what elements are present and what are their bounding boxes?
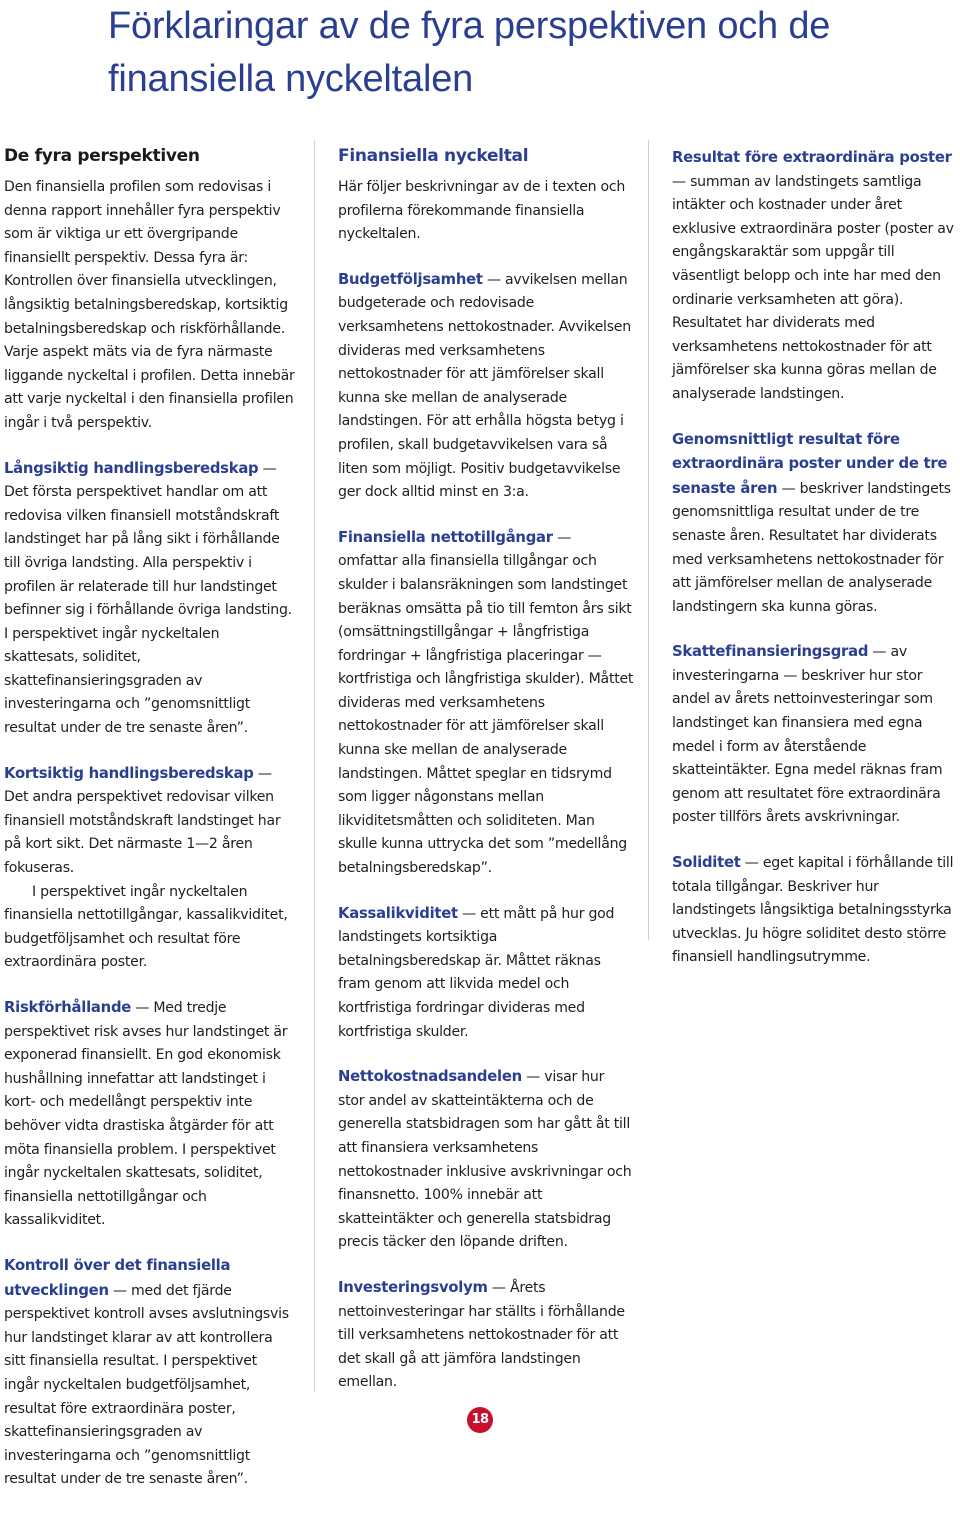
term-solvency <box>672 851 958 970</box>
perspectives-intro: Den finansiella profilen som redovisas i denna rapport innehåller fyra perspektiv som är viktiga ur ett övergripande finansiellt perspektiv. Dessa fyra är: Kontrollen över finansiella utvecklingen, långsiktig betalningsberedskap, kortsiktig betalningsberedskap och riskförhållande. Varje aspekt mäts via de fyra närmaste liggande nyckeltal i profilen. Detta innebär att varje nyckeltal i den finansiella profilen ingår i två perspektiv. <box>4 179 295 431</box>
term-budget-compliance <box>338 268 634 505</box>
key-figures-intro: Här följer beskrivningar av de i texten och profilerna förekommande finansiella nyckeltalen. <box>338 179 626 243</box>
term-text: — visar hur stor andel av skatteintäkterna och de generella statsbidragen som har gått åt till att finansiera verksamhetens nettokostnader inklusive avskrivningar och finansnetto. 100% innebär att skatteintäkter och generella statsbidrag precis täcker den löpande driften. <box>338 1069 632 1251</box>
term-average-result <box>672 428 958 620</box>
term-tax-financing-rate <box>672 640 958 830</box>
term-text: — Med tredje perspektivet risk avses hur landstinget är exponerad finansiellt. En god ekonomisk hushållning innefattar att landstinget i kort- och medellångt perspektiv inte behöver vidta drastiska åtgärder för att möta finansiella problem. I perspektivet ingår nyckeltalen skattesats, soliditet, finansiella nettotillgångar och kassalikviditet. <box>4 1000 288 1229</box>
column-key-figures-continued <box>672 143 958 991</box>
perspective-long-term <box>4 457 295 741</box>
term-text: — omfattar alla finansiella tillgångar och skulder i balansräkningen som landstinget beräknas omsätta på tio till femton års sikt (omsättningstillgångar + långfristiga fordringar + långfristiga placeringar — kortfristiga och långfristiga skulder). Måttet divideras med verksamhetens nettokostnader för att jämförelser skall kunna ske mellan de analyserade landstingen. Måttet speglar en tidsrymd som ligger någonstans mellan likviditetsmåtten och soliditeten. Man skulle kunna uttrycka det som ”medellång betalningsberedskap”. <box>338 529 634 877</box>
perspective-short-term <box>4 762 295 881</box>
column-perspectives <box>4 143 295 1513</box>
term-heading: Kontroll över det finansiella utvecklingen <box>4 1256 231 1299</box>
section-heading-key-figures: Finansiella nyckeltal <box>338 146 529 166</box>
term-heading: Långsiktig handlingsberedskap <box>4 459 259 477</box>
term-heading: Soliditet <box>672 854 741 872</box>
term-text: — Årets nettoinvesteringar har ställts i förhållande till verksamhetens nettokostnader för att det skall gå att jämföra landstingen emellan. <box>338 1279 625 1391</box>
term-text: — avvikelsen mellan budgeterade och redovisade verksamhetens nettokostnader. Avvikelsen divideras med verksamhetens nettokostnader för att jämförelser skall kunna ske mellan de analyserade landstingen. För att erhålla högsta betyg i profilen, skall budgetavvikelsen vara så liten som möjligt. Positiv budgetavvikelse ger dock alltid minst en 3:a. <box>338 271 631 501</box>
page-title: Förklaringar av de fyra perspektiven och de finansiella nyckeltalen <box>108 5 831 100</box>
term-investment-volume <box>338 1276 634 1395</box>
term-heading: Riskförhållande <box>4 999 132 1016</box>
term-text: — summan av landstingets samtliga intäkter och kostnader under året exklusive extraordinära poster (poster av engångskaraktär som uppgår till väsentligt belopp och inte har med den ordinarie verksamheten att göra). Resultatet har dividerats med verksamhetens nettokostnader för att jämförelser ska kunna göras mellan de analyserade landstingen. <box>672 173 954 402</box>
term-text: — beskriver landstingets genomsnittliga resultat under de tre senaste åren. Resultatet har dividerats med verksamhetens nettokostnader för att jämförelser mellan de analyserade landstingern ska kunna göras. <box>672 480 951 615</box>
term-heading: Resultat före extraordinära poster <box>672 149 952 166</box>
term-text: — eget kapital i förhållande till totala tillgångar. Beskriver hur landstingets långsiktiga betalningsstyrka utvecklas. Ju högre soliditet desto större finansiell handlingsutrymme. <box>672 855 954 966</box>
term-result-before-extraordinary <box>672 146 958 407</box>
term-heading: Investeringsvolym <box>338 1278 488 1296</box>
term-quick-ratio <box>338 902 634 1045</box>
term-heading: Finansiella nettotillgångar <box>338 528 553 546</box>
term-net-cost-share <box>338 1065 634 1255</box>
term-text: — med det fjärde perspektivet kontroll avses avslutningsvis hur landstinget klarar av att kontrollera sitt finansiella resultat. I perspektivet ingår nyckeltalen budgetföljsamhet, resultat före extraordinära poster, skattefinansieringsgraden av investeringarna och ”genomsnittligt resultat under de tre senaste åren”. <box>4 1282 289 1488</box>
page-number-badge: 18 <box>467 1407 493 1433</box>
term-heading: Kassalikviditet <box>338 904 458 922</box>
section-heading-perspectives: De fyra perspektiven <box>4 146 200 166</box>
term-text: — Det andra perspektivet redovisar vilken finansiell motståndskraft landstinget har på kort sikt. Det närmaste 1—2 åren fokuseras. <box>4 765 281 877</box>
term-heading: Kortsiktig handlingsberedskap <box>4 764 254 782</box>
perspective-short-term-continued: I perspektivet ingår nyckeltalen finansiella nettotillgångar, kassalikviditet, budgetföljsamhet och resultat före extraordinära poster. <box>4 883 288 971</box>
perspective-control <box>4 1254 295 1492</box>
term-text: — ett mått på hur god landstingets kortsiktiga betalningsberedskap är. Måttet räknas fram genom att likvida medel och kortfristiga fordringar divideras med kortfristiga skulder. <box>338 905 615 1040</box>
perspective-risk <box>4 996 295 1233</box>
term-heading: Genomsnittligt resultat före extraordinära poster under de tre senaste åren <box>672 430 948 497</box>
term-heading: Skattefinansieringsgrad <box>672 643 869 661</box>
column-key-figures <box>338 143 634 1416</box>
term-heading: Budgetföljsamhet <box>338 270 483 288</box>
term-net-financial-assets <box>338 526 634 881</box>
term-text: — Det första perspektivet handlar om att redovisa vilken finansiell motståndskraft landstinget har på lång sikt i förhållande till övriga landsting. Alla perspektiv i profilen är relaterade till hur landstinget befinner sig i förhållande övriga landsting. I perspektivet ingår nyckeltalen skattesats, soliditet, skattefinansieringsgraden av investeringarna och ”genomsnittligt resultat under de tre senaste åren”. <box>4 460 292 737</box>
column-divider-2 <box>648 140 649 940</box>
column-divider-1 <box>314 140 315 1392</box>
term-heading: Nettokostnadsandelen <box>338 1068 522 1086</box>
term-text: — av investeringarna — beskriver hur stor andel av årets nettoinvesteringar som landstinget kan finansiera med egna medel i form av återstående skatteintäkter. Egna medel räknas fram genom att resultatet före extraordinära poster tillförs årets avskrivningar. <box>672 644 943 826</box>
